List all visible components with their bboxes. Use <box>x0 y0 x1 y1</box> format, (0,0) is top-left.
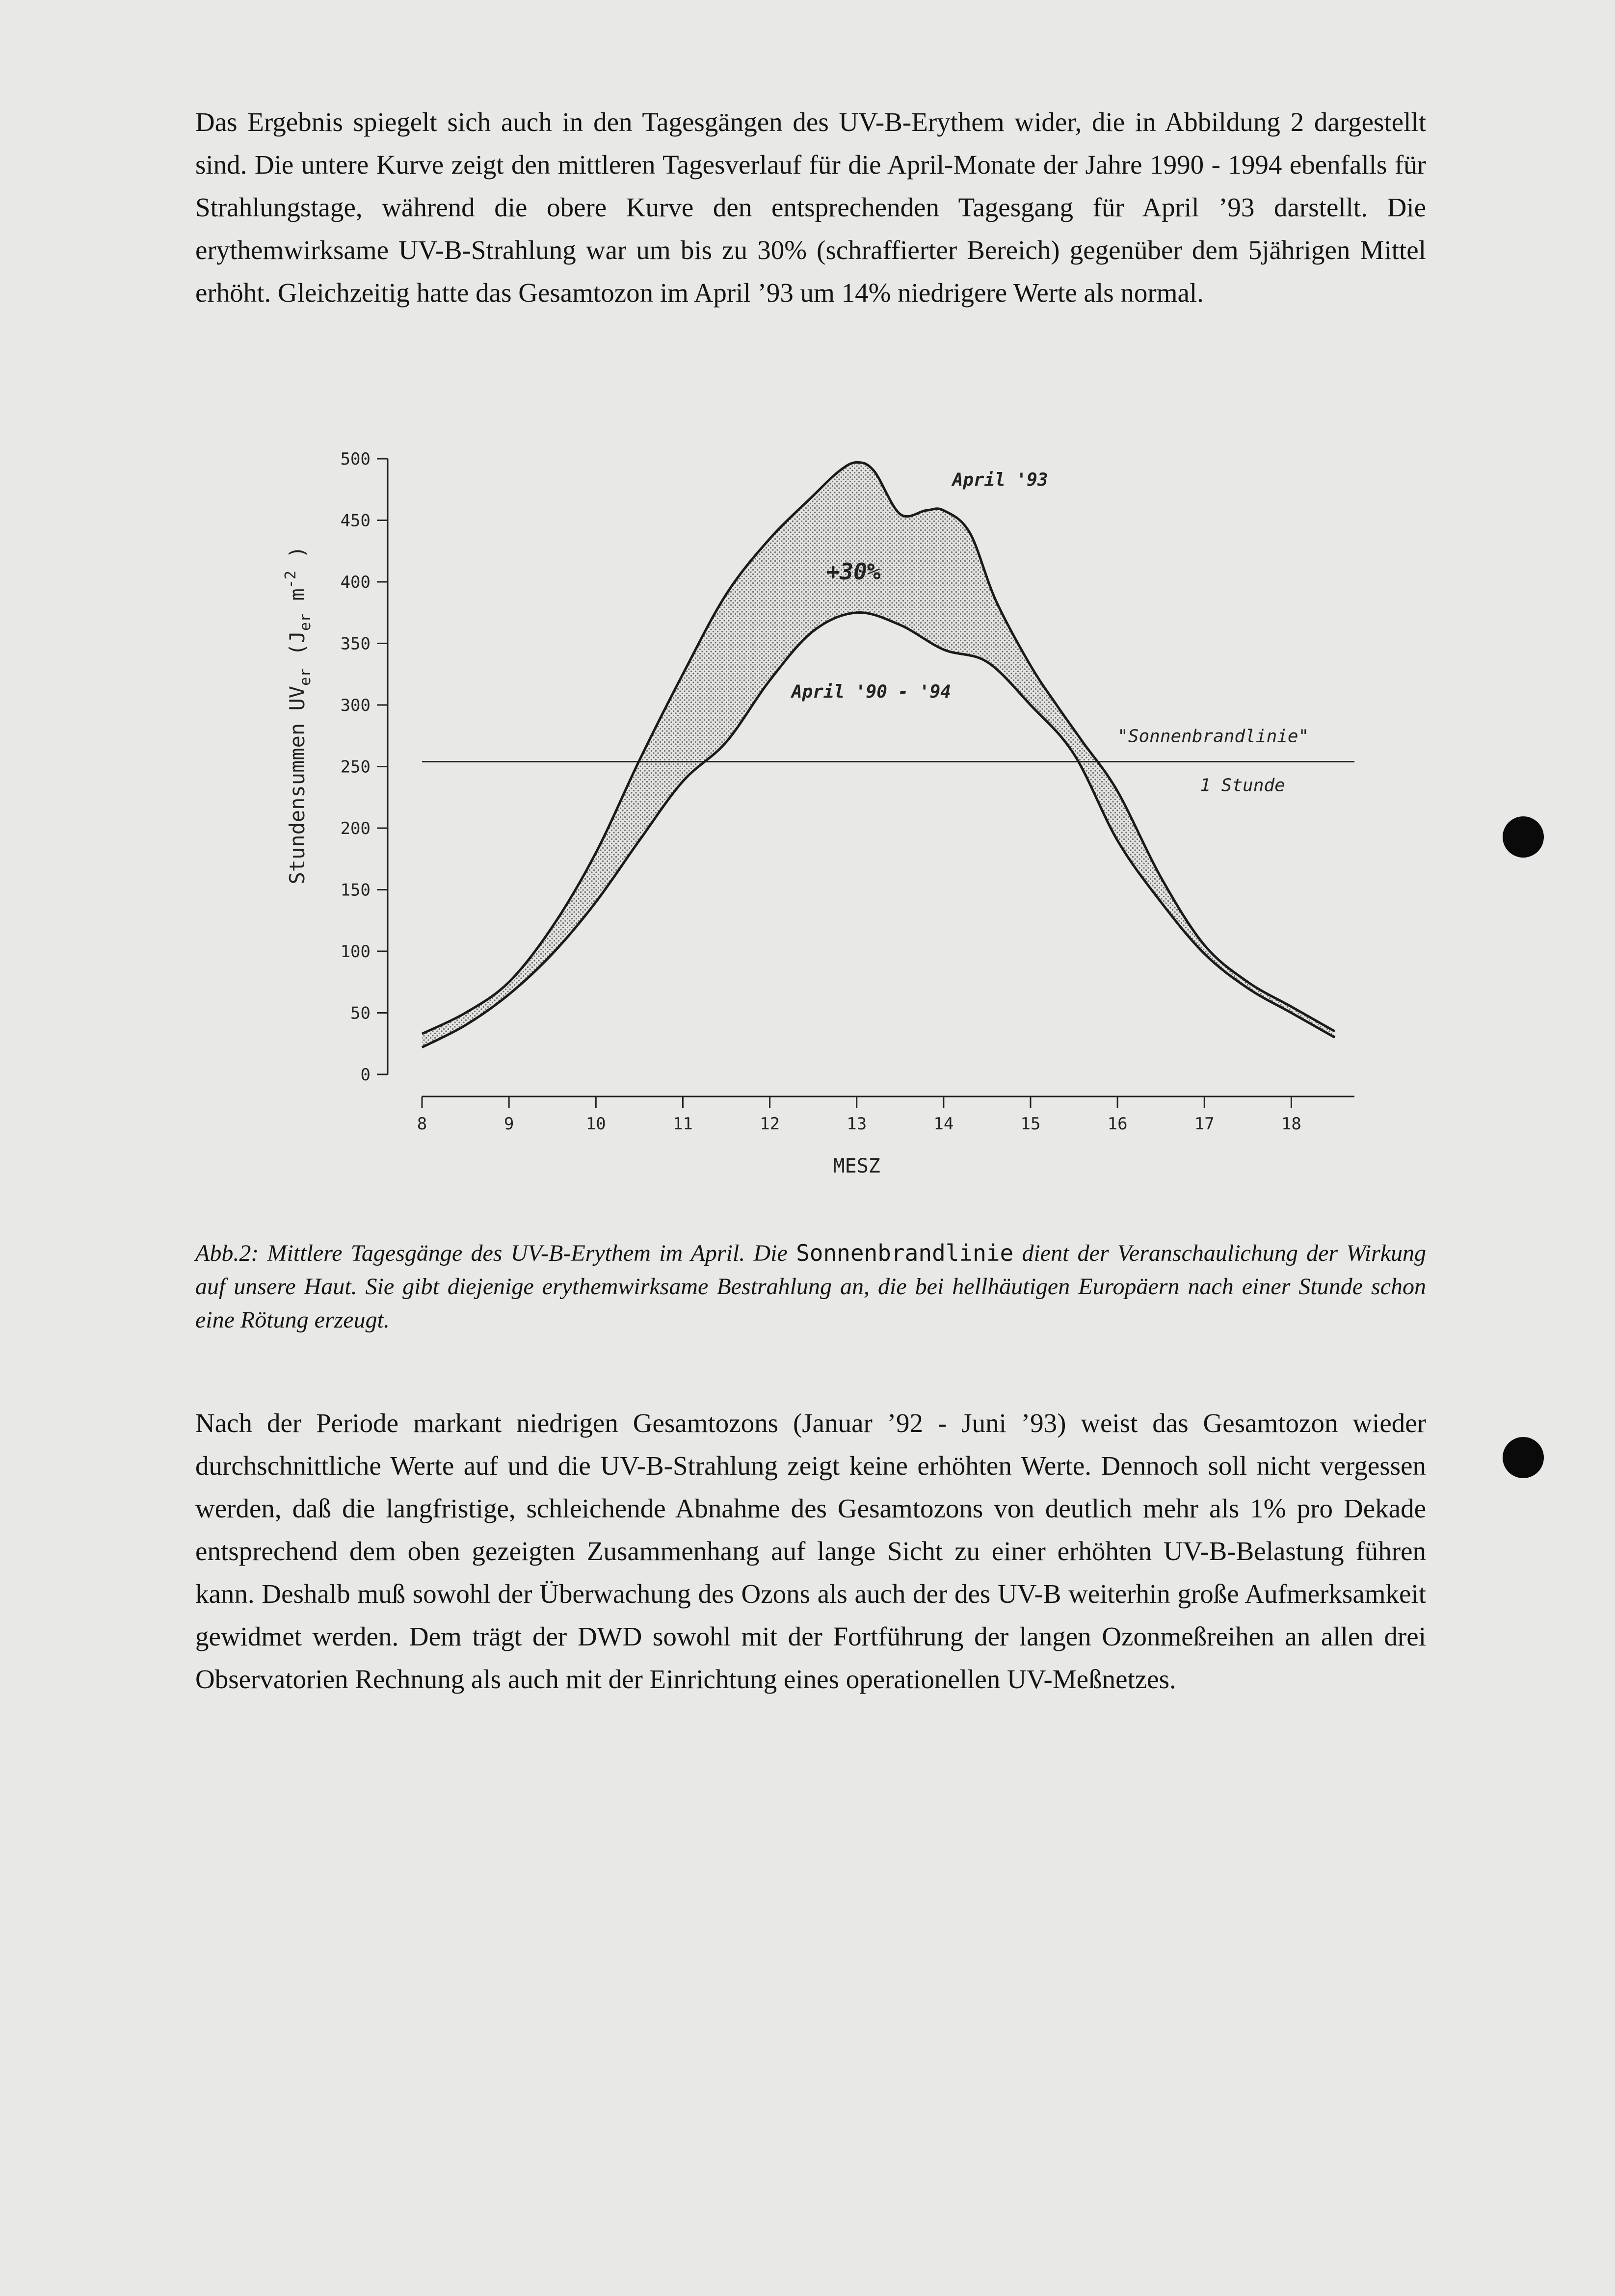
y-tick-label: 0 <box>360 1065 371 1085</box>
y-tick-label: 200 <box>340 819 371 838</box>
y-tick-label: 50 <box>350 1003 371 1023</box>
annotation-sonnenbrandlinie: "Sonnenbrandlinie" <box>1117 726 1309 747</box>
caption-part2: dient der Veranschaulichung der Wirkung auf unsere Haut. Sie gibt diejenige erythemwirksame Bestrahlung an, die bei hellhäutigen Europäern nach einer Stunde schon eine Rötung erzeugt. <box>195 1240 1427 1333</box>
x-tick-label: 10 <box>585 1114 606 1134</box>
y-axis-title-part: er <box>297 668 314 686</box>
punch-hole-lower <box>1503 1437 1544 1478</box>
y-axis-title <box>282 546 314 885</box>
y-tick-label: 300 <box>340 696 371 715</box>
punch-hole-upper <box>1503 816 1544 858</box>
caption-part1: Abb.2: Mittlere Tagesgänge des UV-B-Erythem im April. Die <box>195 1240 796 1266</box>
annotation-1-stunde: 1 Stunde <box>1200 775 1285 796</box>
y-tick-label: 450 <box>340 511 371 531</box>
x-tick-label: 17 <box>1194 1114 1215 1134</box>
body-paragraph-top: Das Ergebnis spiegelt sich auch in den Tagesgängen des UV-B-Erythem wider, die in Abbildung 2 dargestellt sind. Die untere Kurve zeigt den mittleren Tagesverlauf für die April-Monate der Jahre 1990 - 1994 ebenfalls für Strahlungstage, während die obere Kurve den entsprechenden Tagesgang für April ’93 darstellt. Die erythemwirksame UV-B-Strahlung war um bis zu 30% (schraffierter Bereich) gegenüber dem 5jährigen Mittel erhöht. Gleichzeitig hatte das Gesamtozon im April ’93 um 14% niedrigere Werte als normal. <box>195 107 1426 308</box>
uv-erythem-chart <box>275 432 1364 1177</box>
y-axis-title-part: ) <box>285 546 309 571</box>
y-tick-label: 500 <box>340 449 371 469</box>
annotation-plus-30-percent: +30% <box>826 558 881 585</box>
y-tick-label: 150 <box>340 880 371 900</box>
caption-sonnenbrandlinie: Sonnenbrandlinie <box>796 1240 1014 1266</box>
x-tick-label: 14 <box>933 1114 954 1134</box>
x-tick-label: 15 <box>1020 1114 1041 1134</box>
y-axis-title-part: (J <box>285 630 309 668</box>
series-line-april-90-94 <box>422 613 1335 1047</box>
x-tick-label: 8 <box>417 1114 427 1134</box>
x-tick-label: 18 <box>1281 1114 1301 1134</box>
x-tick-label: 12 <box>760 1114 780 1134</box>
y-axis-title-part: m <box>285 588 309 613</box>
x-tick-label: 16 <box>1107 1114 1128 1134</box>
x-axis-title: MESZ <box>833 1155 880 1177</box>
x-tick-label: 9 <box>503 1114 514 1134</box>
annotation-april-93: April '93 <box>952 470 1048 491</box>
y-tick-label: 350 <box>340 634 371 654</box>
annotation-april-90-94: April '90 - '94 <box>791 681 951 702</box>
y-tick-label: 100 <box>340 942 371 962</box>
chart-svg <box>275 432 1364 1177</box>
y-tick-label: 400 <box>340 573 371 592</box>
y-tick-label: 250 <box>340 757 371 777</box>
body-paragraph-bottom: Nach der Periode markant niedrigen Gesamtozons (Januar ’92 - Juni ’93) weist das Gesamtozon wieder durchschnittliche Werte auf und die UV-B-Strahlung zeigt keine erhöhten Werte. Dennoch soll nicht vergessen werden, daß die langfristige, schleichende Abnahme des Gesamtozons von deutlich mehr als 1% pro Dekade entsprechend dem oben gezeigten Zusammenhang auf lange Sicht zu einer erhöhten UV-B-Belastung führen kann. Deshalb muß sowohl der Überwachung des Ozons als auch der des UV-B weiterhin große Aufmerksamkeit gewidmet werden. Dem trägt der DWD sowohl mit der Fortführung der langen Ozonmeßreihen an allen drei Observatorien Rechnung als auch mit der Einrichtung eines operationellen UV-Meßnetzes. <box>195 1408 1426 1694</box>
shaded-band-30-percent <box>422 463 1335 1047</box>
figure-caption <box>195 1236 1426 1337</box>
y-axis-title-part: Stundensummen UV <box>285 685 309 885</box>
x-tick-label: 13 <box>847 1114 867 1134</box>
x-tick-label: 11 <box>672 1114 693 1134</box>
y-axis-title-part: -2 <box>282 571 299 589</box>
y-axis-title-part: er <box>297 613 314 631</box>
